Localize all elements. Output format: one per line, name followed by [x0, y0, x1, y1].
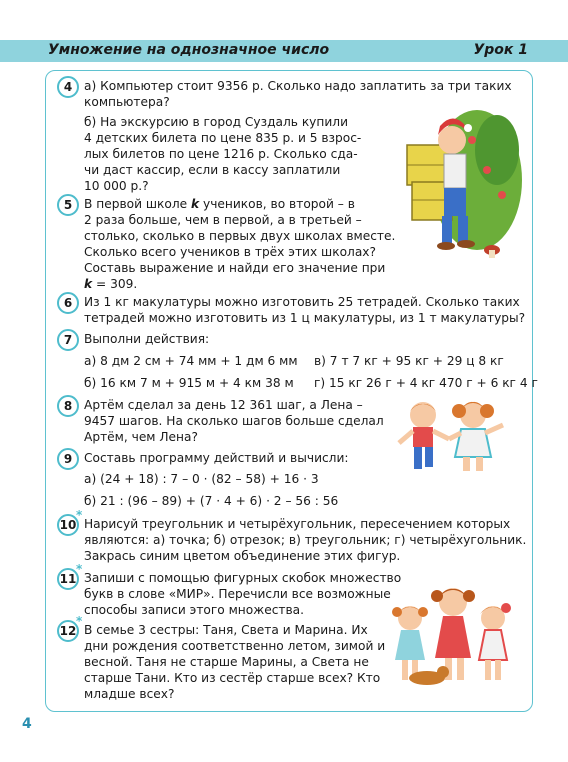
task-12-star: *	[76, 614, 83, 628]
task-number-9: 9	[57, 448, 79, 470]
task-number-12: 12	[57, 620, 79, 642]
task-5-text: Сколько всего учеников в трёх этих школах?	[84, 245, 376, 259]
task-4-text: компьютера?	[84, 95, 170, 109]
task-4-text: 10 000 р.?	[84, 179, 149, 193]
lesson-title: Умножение на однозначное число	[48, 42, 330, 58]
task-4-text: 4 детских билета по цене 835 р. и 5 взрос-	[84, 131, 362, 145]
task-number-6: 6	[57, 292, 79, 314]
page-number: 4	[22, 716, 32, 732]
task-number-4: 4	[57, 76, 79, 98]
lesson-number: Урок 1	[473, 42, 528, 58]
task-number-7: 7	[57, 329, 79, 351]
task-8-text: Артём сделал за день 12 361 шаг, а Лена –	[84, 398, 363, 412]
task-12-text: старше Тани. Кто из сестёр старше всех? Кто	[84, 671, 381, 685]
task-10-star: *	[76, 508, 83, 522]
task-11-text: способы записи этого множества.	[84, 603, 305, 617]
task-7-item-g: г) 15 кг 26 г + 4 кг 470 г + 6 кг 4 г	[314, 376, 538, 390]
task-4-text: а) Компьютер стоит 9356 р. Сколько надо заплатить за три таких	[84, 79, 512, 93]
three-sisters-illustration	[375, 578, 525, 690]
task-8-text: Артём, чем Лена?	[84, 430, 198, 444]
task-7-item-a: а) 8 дм 2 см + 74 мм + 1 дм 6 мм	[84, 354, 298, 368]
task-12-text: дни рождения соответственно летом, зимой и	[84, 639, 386, 653]
boy-with-boxes-illustration	[382, 110, 522, 260]
two-children-illustration	[385, 395, 515, 475]
task-5-text: 2 раза больше, чем в первой, а в третьей –	[84, 213, 362, 227]
task-12-text: весной. Таня не старше Марины, а Света не	[84, 655, 369, 669]
task-7-item-b: б) 16 км 7 м + 915 м + 4 км 38 м	[84, 376, 294, 390]
task-6-text: тетрадей можно изготовить из 1 ц макулатуры, из 1 т макулатуры?	[84, 311, 526, 325]
task-4-text: чи даст кассир, если в кассу заплатили	[84, 163, 341, 177]
task-9-item-a: а) (24 + 18) : 7 – 0 · (82 – 58) + 16 · 3	[84, 472, 319, 486]
task-7-text: Выполни действия:	[84, 332, 210, 346]
task-10-text: являются: а) точка; б) отрезок; в) треугольник; г) четырёхугольник.	[84, 533, 527, 547]
lesson-header-band	[0, 40, 568, 62]
task-9-item-b: б) 21 : (96 – 89) + (7 · 4 + 6) · 2 – 56 : 56	[84, 494, 339, 508]
task-11-text: букв в слове «МИР». Перечисли все возможные	[84, 587, 391, 601]
task-number-5: 5	[57, 194, 79, 216]
task-12-text: младше всех?	[84, 687, 175, 701]
task-6-text: Из 1 кг макулатуры можно изготовить 25 тетрадей. Сколько таких	[84, 295, 520, 309]
task-10-text: Нарисуй треугольник и четырёхугольник, пересечением которых	[84, 517, 511, 531]
task-11-star: *	[76, 562, 83, 576]
task-12-text: В семье 3 сестры: Таня, Света и Марина. Их	[84, 623, 368, 637]
task-5-text: В первой школе k учеников, во второй – в	[84, 197, 355, 211]
task-number-8: 8	[57, 395, 79, 417]
task-11-text: Запиши с помощью фигурных скобок множество	[84, 571, 402, 585]
task-4-text: б) На экскурсию в город Суздаль купили	[84, 115, 348, 129]
task-number-11: 11	[57, 568, 79, 590]
task-8-text: 9457 шагов. На сколько шагов больше сделал	[84, 414, 384, 428]
task-4-text: лых билетов по цене 1216 р. Сколько сда-	[84, 147, 358, 161]
task-5-text: столько, сколько в первых двух школах вместе.	[84, 229, 396, 243]
task-7-item-v: в) 7 т 7 кг + 95 кг + 29 ц 8 кг	[314, 354, 504, 368]
task-5-text: k = 309.	[84, 277, 138, 291]
task-10-text: Закрась синим цветом объединение этих фигур.	[84, 549, 401, 563]
task-9-text: Составь программу действий и вычисли:	[84, 451, 349, 465]
task-number-10: 10	[57, 514, 79, 536]
task-5-text: Составь выражение и найди его значение при	[84, 261, 386, 275]
